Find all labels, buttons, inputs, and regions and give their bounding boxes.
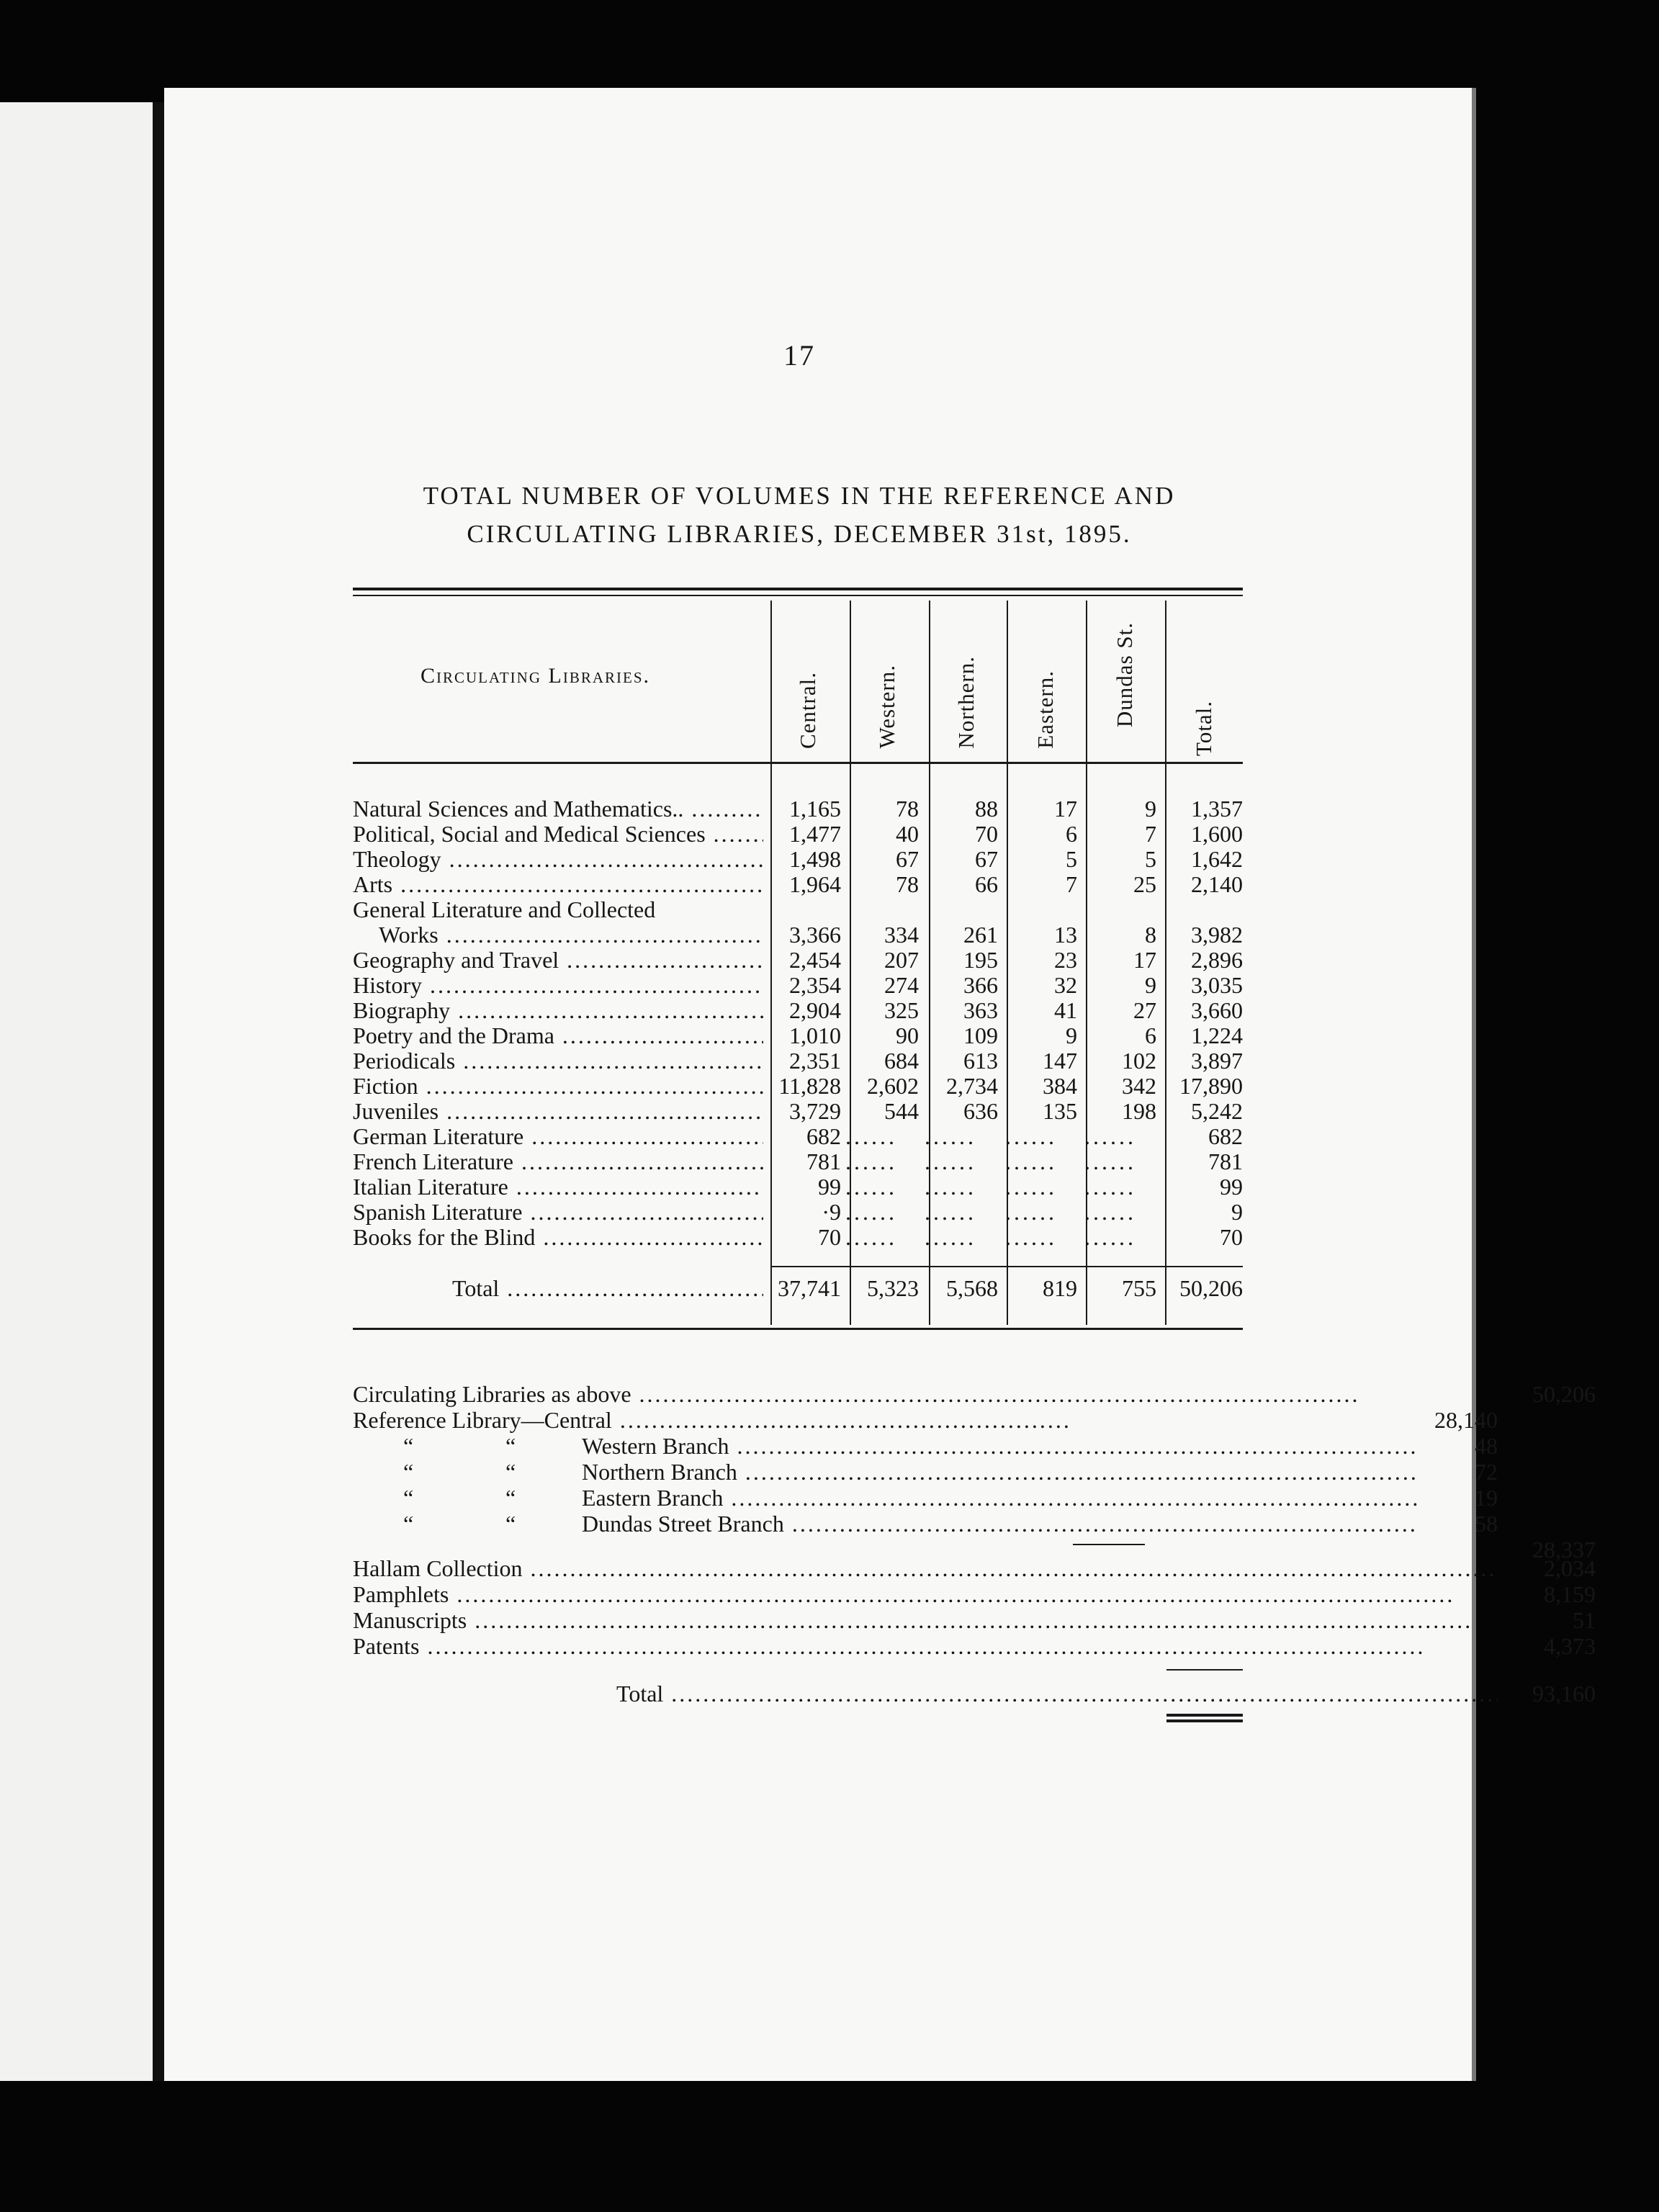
cell-northern: 67	[975, 846, 998, 872]
cell-dundas: 25	[1133, 871, 1156, 897]
cell-central: 2,354	[789, 972, 841, 998]
table-row	[353, 948, 1243, 973]
table-row	[353, 922, 1243, 948]
column-header-label: Northern.	[953, 656, 979, 749]
empty-cell-leader: ......	[1084, 1225, 1136, 1250]
cell-central: 1,498	[789, 846, 841, 872]
summary-label: Western Branch .....	[582, 1433, 1417, 1459]
table-row	[353, 796, 1243, 822]
summary-right-value: 4,373	[1544, 1633, 1596, 1659]
grand-total-double-rule	[1166, 1714, 1243, 1717]
cell-eastern: 5	[1066, 846, 1077, 872]
cell-central: 3,366	[789, 922, 841, 948]
cell-total: 3,660	[1191, 997, 1243, 1023]
cell-northern: 88	[975, 796, 998, 822]
cell-total: 1,600	[1191, 821, 1243, 847]
cell-total: 3,982	[1191, 922, 1243, 948]
summary-mid-value: 19	[1475, 1485, 1498, 1511]
cell-total: 70	[1220, 1224, 1243, 1250]
cell-northern: 70	[975, 821, 998, 847]
column-header-northern	[952, 533, 981, 749]
empty-cell-leader: ......	[845, 1149, 897, 1174]
summary-label: Total .....	[616, 1681, 1498, 1707]
cell-dundas: 9	[1145, 972, 1156, 998]
cell-central: 99	[818, 1174, 841, 1200]
cell-northern: 109	[963, 1022, 998, 1048]
cell-western: 2,602	[867, 1073, 919, 1099]
cell-total: 5,242	[1191, 1098, 1243, 1124]
cell-western: 334	[884, 922, 919, 948]
cell-central: 682	[806, 1123, 841, 1149]
cell-dundas: 198	[1122, 1098, 1156, 1124]
cell-central: 70	[818, 1224, 841, 1250]
summary-mid-value: 72	[1475, 1459, 1498, 1485]
row-label: Spanish Literature .....	[353, 1200, 763, 1225]
table-row	[353, 1149, 1243, 1174]
cell-western: 684	[884, 1048, 919, 1074]
cell-eastern: 384	[1043, 1073, 1077, 1099]
summary-right-value: 28,337	[1532, 1537, 1596, 1563]
column-header-label: Eastern.	[1033, 670, 1058, 749]
total-central: 37,741	[778, 1275, 841, 1301]
cell-western: 274	[884, 972, 919, 998]
cell-eastern: 147	[1043, 1048, 1077, 1074]
column-header-eastern	[1031, 533, 1060, 749]
cell-eastern: 6	[1066, 821, 1077, 847]
row-label: Books for the Blind .....	[353, 1225, 763, 1250]
table-bottom-rule	[353, 1328, 1243, 1330]
summary-label: Manuscripts .....	[353, 1607, 1498, 1633]
cell-total: 2,140	[1191, 871, 1243, 897]
cell-eastern: 32	[1054, 972, 1077, 998]
row-label: Fiction .....	[353, 1074, 763, 1099]
total-total: 50,206	[1179, 1275, 1243, 1301]
cell-western: 325	[884, 997, 919, 1023]
cell-dundas: 102	[1122, 1048, 1156, 1074]
cell-dundas: 17	[1133, 947, 1156, 973]
cell-central: 1,477	[789, 821, 841, 847]
summary-right-value: 8,159	[1544, 1581, 1596, 1607]
grand-total-rule-top	[1166, 1669, 1243, 1671]
row-label: French Literature .....	[353, 1149, 763, 1174]
cell-western: 90	[896, 1022, 919, 1048]
empty-cell-leader: ......	[1005, 1200, 1057, 1225]
row-label: German Literature .....	[353, 1124, 763, 1149]
total-dundas: 755	[1122, 1275, 1156, 1301]
cell-western: 40	[896, 821, 919, 847]
cell-dundas: 6	[1145, 1022, 1156, 1048]
ditto-mark: “	[505, 1433, 516, 1459]
row-label: Natural Sciences and Mathematics.. .....	[353, 796, 763, 822]
table-row	[353, 1174, 1243, 1200]
ditto-mark: “	[403, 1485, 414, 1511]
cell-eastern: 41	[1054, 997, 1077, 1023]
empty-cell-leader: ......	[1084, 1149, 1136, 1174]
cell-dundas: 9	[1145, 796, 1156, 822]
cell-eastern: 9	[1066, 1022, 1077, 1048]
summary-other	[353, 1581, 1596, 1607]
summary-label: Pamphlets .....	[353, 1581, 1498, 1607]
cell-eastern: 13	[1054, 922, 1077, 948]
cell-total: 1,357	[1191, 796, 1243, 822]
summary-other	[353, 1555, 1596, 1581]
cell-western: 78	[896, 796, 919, 822]
empty-cell-leader: ......	[925, 1124, 976, 1149]
summary-label: Reference Library—Central .....	[353, 1407, 1073, 1433]
ditto-mark: “	[403, 1511, 414, 1537]
book-gutter	[153, 102, 164, 2081]
row-label: Works .....	[379, 922, 763, 948]
summary-right-value: 2,034	[1544, 1555, 1596, 1581]
total-western: 5,323	[867, 1275, 919, 1301]
table-total-row	[353, 1276, 1243, 1301]
cell-northern: 261	[963, 922, 998, 948]
cell-eastern: 135	[1043, 1098, 1077, 1124]
summary-branch	[353, 1433, 1498, 1459]
column-header-label: Dundas St.	[1112, 621, 1137, 727]
column-header-label: Western.	[874, 665, 899, 749]
cell-central: ·9	[822, 1199, 841, 1225]
summary-circulating	[353, 1381, 1596, 1407]
empty-cell-leader: ......	[925, 1149, 976, 1174]
page-right-edge	[1472, 88, 1476, 2081]
summary-mid-value: 58	[1475, 1511, 1498, 1537]
cell-eastern: 17	[1054, 796, 1077, 822]
empty-cell-leader: ......	[845, 1174, 897, 1200]
cell-northern: 66	[975, 871, 998, 897]
summary-right-value: 51	[1573, 1607, 1596, 1633]
cell-central: 3,729	[789, 1098, 841, 1124]
table-row	[353, 847, 1243, 872]
empty-cell-leader: ......	[845, 1225, 897, 1250]
cell-northern: 366	[963, 972, 998, 998]
column-header-dundas	[1110, 511, 1139, 727]
cell-dundas: 7	[1145, 821, 1156, 847]
row-label: Biography .....	[353, 998, 763, 1023]
table-row	[353, 1124, 1243, 1149]
cell-dundas: 342	[1122, 1073, 1156, 1099]
table-row	[353, 872, 1243, 897]
summary-reference-central	[353, 1407, 1498, 1433]
row-label: Poetry and the Drama .....	[353, 1023, 763, 1048]
summary-grand-total	[353, 1681, 1596, 1707]
cell-dundas: 27	[1133, 997, 1156, 1023]
empty-cell-leader: ......	[845, 1200, 897, 1225]
cell-total: 682	[1208, 1123, 1243, 1149]
summary-right-value: 50,206	[1532, 1381, 1596, 1407]
header-underline	[353, 762, 1243, 764]
summary-branch	[353, 1485, 1498, 1511]
ditto-mark: “	[505, 1485, 516, 1511]
summary-right-value: 93,160	[1532, 1681, 1596, 1707]
cell-total: 17,890	[1179, 1073, 1243, 1099]
ditto-mark: “	[505, 1459, 516, 1485]
total-label: Total .....	[452, 1276, 763, 1301]
cell-central: 1,964	[789, 871, 841, 897]
ditto-mark: “	[403, 1433, 414, 1459]
cell-central: 11,828	[778, 1073, 841, 1099]
cell-western: 207	[884, 947, 919, 973]
empty-cell-leader: ......	[1084, 1124, 1136, 1149]
cell-central: 781	[806, 1148, 841, 1174]
empty-cell-leader: ......	[845, 1124, 897, 1149]
cell-total: 3,035	[1191, 972, 1243, 998]
column-header-central	[793, 533, 822, 749]
column-header-label: Total.	[1191, 700, 1216, 756]
cell-total: 99	[1220, 1174, 1243, 1200]
summary-label: Hallam Collection .....	[353, 1555, 1498, 1581]
row-label: Arts .....	[353, 872, 763, 897]
table-row	[353, 1200, 1243, 1225]
table-row	[353, 1225, 1243, 1250]
page-number: 17	[783, 339, 815, 372]
heading-line-2: CIRCULATING LIBRARIES, DECEMBER 31st, 1895.	[467, 520, 1132, 548]
empty-cell-leader: ......	[1005, 1174, 1057, 1200]
cell-central: 1,165	[789, 796, 841, 822]
column-header-label: Central.	[795, 672, 820, 749]
table-row	[353, 998, 1243, 1023]
empty-cell-leader: ......	[1084, 1174, 1136, 1200]
table-row	[353, 897, 1243, 922]
table-row	[353, 822, 1243, 847]
column-header-total	[1190, 540, 1218, 756]
cell-northern: 363	[963, 997, 998, 1023]
grand-total-double-rule	[1166, 1719, 1243, 1722]
total-northern: 5,568	[946, 1275, 998, 1301]
table-row	[353, 1074, 1243, 1099]
cell-western: 67	[896, 846, 919, 872]
left-page-edge	[0, 102, 158, 2081]
empty-cell-leader: ......	[1005, 1149, 1057, 1174]
total-rule-top	[770, 1266, 1243, 1267]
summary-label: Circulating Libraries as above .....	[353, 1381, 1361, 1407]
ditto-mark: “	[505, 1511, 516, 1537]
empty-cell-leader: ......	[1084, 1200, 1136, 1225]
cell-total: 2,896	[1191, 947, 1243, 973]
cell-eastern: 23	[1054, 947, 1077, 973]
cell-total: 9	[1231, 1199, 1243, 1225]
summary-label: Eastern Branch .....	[582, 1485, 1417, 1511]
table-row	[353, 1099, 1243, 1124]
table-row	[353, 973, 1243, 998]
circulating-libraries-label: Circulating Libraries.	[421, 664, 651, 688]
summary-label: Northern Branch .....	[582, 1459, 1417, 1485]
row-label: Juveniles .....	[353, 1099, 763, 1124]
empty-cell-leader: ......	[925, 1225, 976, 1250]
summary-label: Dundas Street Branch .....	[582, 1511, 1417, 1537]
row-label: History .....	[353, 973, 763, 998]
row-label: Periodicals .....	[353, 1048, 763, 1074]
cell-central: 1,010	[789, 1022, 841, 1048]
summary-mid-value: 28,140	[1434, 1407, 1498, 1433]
total-eastern: 819	[1043, 1275, 1077, 1301]
cell-western: 78	[896, 871, 919, 897]
empty-cell-leader: ......	[1005, 1124, 1057, 1149]
summary-other	[353, 1633, 1596, 1659]
cell-northern: 2,734	[946, 1073, 998, 1099]
row-label: General Literature and Collected	[353, 897, 656, 922]
table-row	[353, 1023, 1243, 1048]
cell-northern: 195	[963, 947, 998, 973]
row-label: Geography and Travel .....	[353, 948, 763, 973]
row-label: Theology .....	[353, 847, 763, 872]
table-row	[353, 1048, 1243, 1074]
cell-northern: 636	[963, 1098, 998, 1124]
cell-total: 781	[1208, 1148, 1243, 1174]
cell-total: 1,642	[1191, 846, 1243, 872]
cell-northern: 613	[963, 1048, 998, 1074]
cell-total: 1,224	[1191, 1022, 1243, 1048]
row-label: Political, Social and Medical Sciences .....	[353, 822, 763, 847]
cell-central: 2,454	[789, 947, 841, 973]
row-label: Italian Literature .....	[353, 1174, 763, 1200]
cell-central: 2,904	[789, 997, 841, 1023]
cell-western: 544	[884, 1098, 919, 1124]
summary-branch	[353, 1511, 1498, 1537]
summary-branch	[353, 1459, 1498, 1485]
cell-eastern: 7	[1066, 871, 1077, 897]
heading-line-1: TOTAL NUMBER OF VOLUMES IN THE REFERENCE AND	[423, 482, 1176, 510]
cell-central: 2,351	[789, 1048, 841, 1074]
empty-cell-leader: ......	[1005, 1225, 1057, 1250]
cell-dundas: 5	[1145, 846, 1156, 872]
summary-other	[353, 1607, 1596, 1633]
summary-mid-value: 48	[1475, 1433, 1498, 1459]
empty-cell-leader: ......	[925, 1174, 976, 1200]
cell-total: 3,897	[1191, 1048, 1243, 1074]
summary-label: Patents .....	[353, 1633, 1498, 1659]
cell-dundas: 8	[1145, 922, 1156, 948]
empty-cell-leader: ......	[925, 1200, 976, 1225]
column-header-western	[873, 533, 902, 749]
ditto-mark: “	[403, 1459, 414, 1485]
